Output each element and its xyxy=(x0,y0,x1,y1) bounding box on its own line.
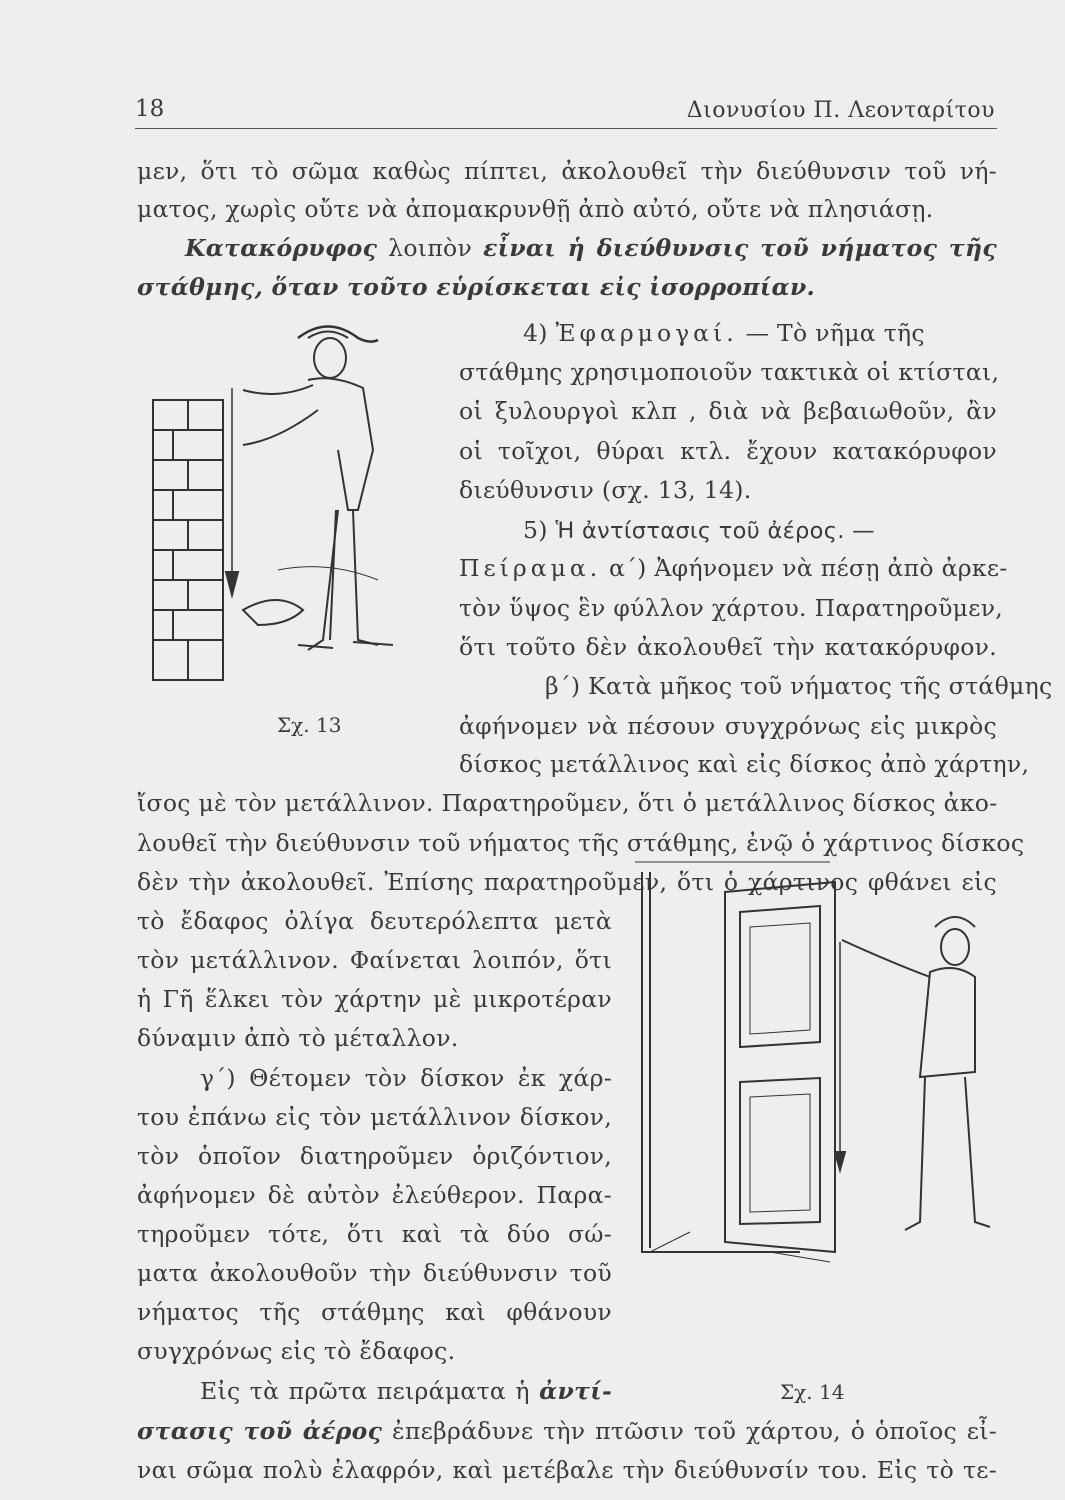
text-line: του ἐπάνω εἰς τὸν μετάλλινον δίσκον, xyxy=(137,1103,612,1131)
text-span: ἐπεβράδυνε τὴν πτῶσιν τοῦ χάρτου, ὁ ὁποῖος εἶ- xyxy=(382,1417,998,1445)
door-frame xyxy=(642,872,800,1252)
text-line: οἱ ξυλουργοὶ κλπ , διὰ νὰ βεβαιωθοῦν, ἂν xyxy=(459,397,997,425)
text-line xyxy=(459,554,1008,582)
text-line xyxy=(523,319,925,347)
text-line xyxy=(200,1377,612,1405)
text-line xyxy=(137,1417,998,1445)
text-line: ἴσος μὲ τὸν μετάλλινον. Παρατηροῦμεν, ὅτι ὁ μετάλλινος δίσκος ἀκο- xyxy=(137,789,998,817)
section-number: 5) xyxy=(523,516,556,544)
text-line: ὅτι τοῦτο δὲν ἀκολουθεῖ τὴν κατακόρυφον. xyxy=(459,633,997,661)
text-line: ἀφήνομεν δὲ αὐτὸν ἐλεύθερον. Παρα- xyxy=(137,1181,612,1209)
text-line: ἡ Γῆ ἕλκει τὸν χάρτην μὲ μικροτέραν xyxy=(137,985,612,1013)
text-line: τὸν ὁποῖον διατηροῦμεν ὁριζόντιον, xyxy=(137,1142,612,1170)
plumb-bob xyxy=(226,572,238,595)
text-line: οἱ τοῖχοι, θύραι κτλ. ἔχουν κατακόρυφον xyxy=(459,437,997,465)
term-vertical: Κατακόρυφος xyxy=(185,234,378,262)
text-line: ἀφήνομεν νὰ πέσουν συγχρόνως εἰς μικρὸς xyxy=(459,712,997,740)
text-span: — Τὸ νῆμα τῆς xyxy=(737,319,925,347)
text-line: ματα ἀκολουθοῦν τὴν διεύθυνσιν τοῦ xyxy=(137,1259,612,1287)
text-line: ναι σῶμα πολὺ ἐλαφρόν, καὶ μετέβαλε τὴν διεύθυνσίν του. Εἰς τὸ τε- xyxy=(137,1456,997,1484)
section-title: Ἐφαρμογαί. xyxy=(555,319,738,347)
text-line: τὸ ἔδαφος ὀλίγα δευτερόλεπτα μετὰ xyxy=(137,907,612,935)
text-line: γ΄) Θέτομεν τὸν δίσκον ἐκ χάρ- xyxy=(200,1064,612,1092)
text-line: στάθμης χρησιμοποιοῦν τακτικὰ οἱ κτίσται, xyxy=(459,358,1000,386)
figure-14-illustration xyxy=(630,852,1000,1272)
door-panel xyxy=(725,882,835,1252)
experiment-label: Πείραμα. xyxy=(459,554,602,582)
text-line: δίσκος μετάλλινος καὶ εἰς δίσκος ἀπὸ χάρτην, xyxy=(459,750,1030,778)
page-header xyxy=(135,96,997,129)
figure-14-caption: Σχ. 14 xyxy=(780,1380,845,1404)
text-span: λοιπὸν xyxy=(388,234,473,262)
running-title: Διονυσίου Π. Λεονταρίτου xyxy=(686,98,995,123)
text-line: τὸν ὕψος ἓν φύλλον χάρτου. Παρατηροῦμεν, xyxy=(459,594,1004,622)
plumb-bob xyxy=(835,1152,845,1170)
figure-13-illustration xyxy=(148,310,448,700)
definition-text: εἶναι ἡ διεύθυνσις τοῦ νήματος τῆς xyxy=(483,234,997,262)
text-line: συγχρόνως εἰς τὸ ἔδαφος. xyxy=(137,1337,456,1365)
text-line xyxy=(185,234,997,262)
figure-13-caption: Σχ. 13 xyxy=(277,713,342,737)
text-span: α΄) Ἀφήνομεν νὰ πέσῃ ἀπὸ ἀρκε- xyxy=(601,554,1008,582)
page-number: 18 xyxy=(135,96,165,122)
definition-text: στάθμης, ὅταν τοῦτο εὑρίσκεται εἰς ἰσορροπίαν. xyxy=(137,273,816,301)
section-title: Ἡ ἀντίστασις τοῦ ἀέρος. — xyxy=(555,518,875,544)
text-line: τηροῦμεν τότε, ὅτι καὶ τὰ δύο σώ- xyxy=(137,1220,612,1248)
text-line: δύναμιν ἀπὸ τὸ μέταλλον. xyxy=(137,1024,459,1052)
text-line: νήματος τῆς στάθμης καὶ φθάνουν xyxy=(137,1298,612,1326)
text-line: λουθεῖ τὴν διεύθυνσιν τοῦ νήματος τῆς στάθμης, ἐνῷ ὁ χάρτινος δίσκος xyxy=(137,829,1025,857)
text-line: διεύθυνσιν (σχ. 13, 14). xyxy=(459,476,752,504)
term-air-resistance: στασις τοῦ ἀέρος xyxy=(137,1417,383,1445)
section-number: 4) xyxy=(523,319,556,347)
text-line: ματος, χωρὶς οὔτε νὰ ἀπομακρυνθῇ ἀπὸ αὐτό, οὔτε νὰ πλησιάσῃ. xyxy=(137,195,934,223)
text-line: μεν, ὅτι τὸ σῶμα καθὼς πίπτει, ἀκολουθεῖ τὴν διεύθυνσιν τοῦ νή- xyxy=(137,157,997,185)
text-line: δὲν τὴν ἀκολουθεῖ. Ἐπίσης παρατηροῦμεν, ὅτι ὁ χάρτινος φθάνει εἰς xyxy=(137,868,997,896)
text-line: τὸν μετάλλινον. Φαίνεται λοιπόν, ὅτι xyxy=(137,946,612,974)
text-line: β΄) Κατὰ μῆκος τοῦ νήματος τῆς στάθμης xyxy=(545,672,1053,700)
term-air-resistance: ἀντί- xyxy=(539,1377,612,1405)
section-heading xyxy=(523,516,875,544)
text-span: Εἰς τὰ πρῶτα πειράματα ἡ xyxy=(200,1377,540,1405)
